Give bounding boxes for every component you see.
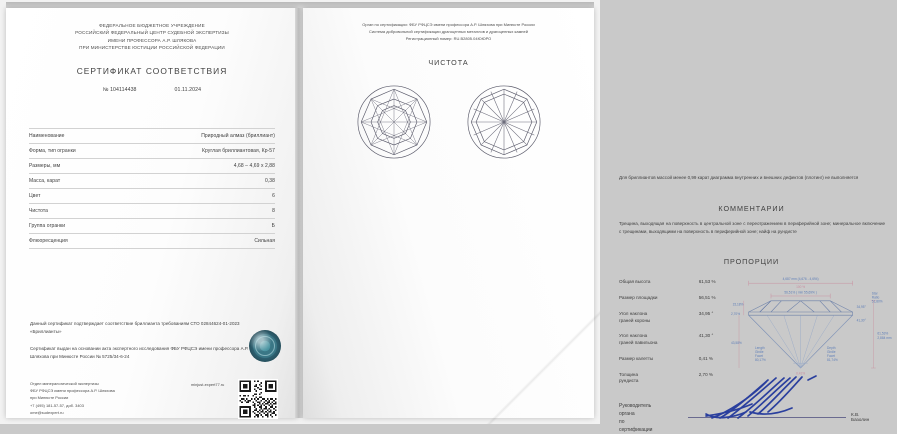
handwritten-signature bbox=[698, 374, 838, 422]
label-diameter: 4,687 mm (4,676 - 4,694) bbox=[782, 277, 819, 281]
label-star-ratio-line2: Ratio bbox=[871, 295, 880, 300]
table-row bbox=[29, 188, 275, 203]
label-lower-girdle-2: Girdle bbox=[827, 349, 836, 354]
label-length-girdle-1: Length bbox=[755, 345, 765, 350]
contact-block bbox=[30, 380, 115, 416]
table-row bbox=[29, 218, 275, 233]
property-label: Цвет bbox=[29, 188, 124, 203]
property-value: 8 bbox=[124, 203, 275, 218]
table-row bbox=[619, 329, 737, 352]
table-row bbox=[619, 306, 737, 329]
label-lower-girdle-4: 81,74% bbox=[827, 357, 838, 362]
clarity-section-title: ЧИСТОТА bbox=[428, 58, 469, 68]
right-page bbox=[303, 8, 892, 433]
clarity-diagrams bbox=[303, 81, 594, 163]
label-diameter-percent: 100 % bbox=[796, 285, 806, 289]
diamond-pavilion-diagram bbox=[463, 81, 545, 163]
diamond-profile-diagram bbox=[731, 272, 895, 376]
label-girdle-angle: 41,30° bbox=[856, 318, 866, 323]
property-value: 6 bbox=[124, 188, 275, 203]
contact-phone: +7 (495) 181-57-57, доб. 3403 bbox=[30, 402, 84, 408]
label-lower-girdle-3: Facet bbox=[827, 353, 835, 358]
proportion-label: Угол наклона граней павильона bbox=[619, 333, 658, 346]
table-row bbox=[29, 128, 275, 143]
label-total-depth-mm: 2,884 mm bbox=[877, 336, 892, 341]
label-length-girdle-2: Girdle bbox=[755, 349, 764, 354]
compliance-note: Данный сертификат подтверждает соответствие бриллианта требованиям СТО 02844624-01-2023 «Бриллианты» bbox=[30, 321, 240, 334]
left-page bbox=[6, 8, 298, 418]
proportion-label: Угол наклона граней короны bbox=[619, 310, 651, 323]
proportion-label: Размер калетты bbox=[619, 355, 654, 361]
comments-text: Трещина, выходящая на поверхность в центральной зоне с переотражением в периферийной зоне; минеральное включение с трещинами, выходящими на поверхность в периферийной зоне; найф на рундисте bbox=[619, 221, 885, 235]
clarity-note: Для бриллиантов массой менее 0,99 карат диаграмма внутренних и внешних дефектов (плотинг) не выполняется bbox=[619, 175, 859, 180]
signatory-name: К.В. Базолин bbox=[851, 412, 870, 422]
table-row bbox=[619, 291, 737, 307]
proportion-value: 0,41 % bbox=[698, 355, 713, 361]
website-url[interactable]: minjust-expert77.ru bbox=[191, 382, 225, 387]
table-row bbox=[619, 275, 737, 291]
contact-email: ome@sudexpert.ru bbox=[30, 409, 64, 415]
diamond-properties-table bbox=[29, 128, 275, 249]
property-value: 0,38 bbox=[124, 173, 275, 188]
table-row bbox=[29, 158, 275, 173]
certificate-number: № 104114438 bbox=[102, 86, 137, 93]
issuing-organization bbox=[6, 22, 298, 52]
property-value: Круглая бриллиантовая, Кр-57 bbox=[124, 143, 275, 158]
label-pavilion-depth: 43,58% bbox=[731, 341, 742, 345]
label-crown-height: 15,18% bbox=[732, 302, 744, 307]
proportion-value: 2,70 % bbox=[698, 371, 713, 377]
cert-body-line-3: Регистрационный номер: RU.B2805.04ЮЮРО bbox=[405, 35, 492, 41]
proportion-value: 34,95 ° bbox=[698, 310, 714, 316]
label-lower-girdle-1: Depth bbox=[827, 345, 836, 350]
property-value: Б bbox=[124, 218, 275, 233]
org-line-2: РОССИЙСКИЙ ФЕДЕРАЛЬНЫЙ ЦЕНТР СУДЕБНОЙ ЭКСПЕРТИЗЫ bbox=[75, 30, 229, 36]
table-row bbox=[29, 233, 275, 248]
cert-body-line-2: Система добровольной сертификации драгоценных металлов и драгоценных камней bbox=[369, 28, 528, 34]
proportions-section-title: ПРОПОРЦИИ bbox=[723, 257, 780, 266]
property-label: Флюоресценция bbox=[29, 233, 124, 248]
label-culet: 0,41% bbox=[796, 371, 806, 376]
certificate-date: 01.11.2024 bbox=[174, 86, 202, 93]
label-table-percent: 56,51% ( min 55,69% ) bbox=[784, 290, 817, 295]
property-value: Сильная bbox=[124, 233, 275, 248]
diamond-crown-diagram bbox=[353, 81, 435, 163]
property-label: Чистота bbox=[29, 203, 124, 218]
org-line-1: ФЕДЕРАЛЬНОЕ БЮДЖЕТНОЕ УЧРЕЖДЕНИЕ bbox=[99, 23, 205, 28]
basis-note: Сертификат выдан на основании акта экспертного исследования ФБУ РФЦСЭ имени профессора А.Р. Шляхова при Минюсте России № 5725/34-6-24 bbox=[30, 346, 249, 359]
property-value: Природный алмаз (бриллиант) bbox=[124, 128, 275, 143]
contact-department: Отдел минералогической экспертизы bbox=[30, 381, 99, 386]
contact-ministry: при Минюсте России bbox=[30, 395, 69, 401]
property-label: Размеры, мм bbox=[29, 158, 124, 173]
proportion-value: 56,51 % bbox=[698, 295, 716, 301]
proportion-label: Толщина рундиста bbox=[619, 371, 639, 384]
table-row bbox=[619, 351, 737, 367]
proportions-table bbox=[619, 275, 737, 390]
holographic-seal-icon bbox=[249, 330, 281, 362]
proportion-value: 61,53 % bbox=[698, 279, 716, 285]
page-title: СЕРТИФИКАТ СООТВЕТСТВИЯ bbox=[76, 65, 228, 76]
proportion-label: Размер площадки bbox=[619, 295, 658, 301]
table-row bbox=[29, 143, 275, 158]
table-row bbox=[29, 173, 275, 188]
certification-body-header bbox=[303, 22, 594, 42]
label-star-ratio-line3: 51,80% bbox=[871, 299, 883, 304]
property-label: Группа огранки bbox=[29, 218, 124, 233]
label-length-girdle-3: Facet bbox=[755, 353, 763, 358]
label-length-girdle-4: 80,17% bbox=[755, 357, 766, 362]
label-girdle-thickness: 2,70% bbox=[731, 312, 741, 317]
label-crown-angle: 34,95° bbox=[856, 305, 866, 309]
property-value: 4,68 – 4,69 x 2,88 bbox=[124, 158, 275, 173]
proportion-value: 41,30 ° bbox=[698, 333, 714, 339]
property-label: Форма, тип огранки bbox=[29, 143, 124, 158]
org-line-4: ПРИ МИНИСТЕРСТВЕ ЮСТИЦИИ РОССИЙСКОЙ ФЕДЕРАЦИИ bbox=[79, 45, 225, 51]
label-total-depth: 61,53% bbox=[877, 331, 889, 336]
signature-label: Руководитель органа по сертификации bbox=[619, 403, 653, 433]
cert-body-line-1: Орган по сертификации: ФБУ РФЦСЭ имени профессора А.Р. Шляхова при Минюсте России bbox=[362, 22, 535, 27]
qr-code-icon[interactable] bbox=[238, 379, 278, 419]
org-line-3: ИМЕНИ ПРОФЕССОРА А.Р. ШЛЯКОВА bbox=[107, 37, 197, 43]
table-row bbox=[29, 203, 275, 218]
contact-organization: ФБУ РФЦСЭ имени профессора А.Р. Шляхова bbox=[30, 388, 115, 394]
property-label: Наименование bbox=[29, 128, 124, 143]
property-label: Масса, карат bbox=[29, 173, 124, 188]
proportion-label: Общая высота bbox=[619, 279, 651, 285]
comments-section-title: КОММЕНТАРИИ bbox=[718, 204, 785, 213]
certificate-meta bbox=[6, 87, 298, 93]
label-star-ratio-line1: Star bbox=[871, 291, 878, 296]
